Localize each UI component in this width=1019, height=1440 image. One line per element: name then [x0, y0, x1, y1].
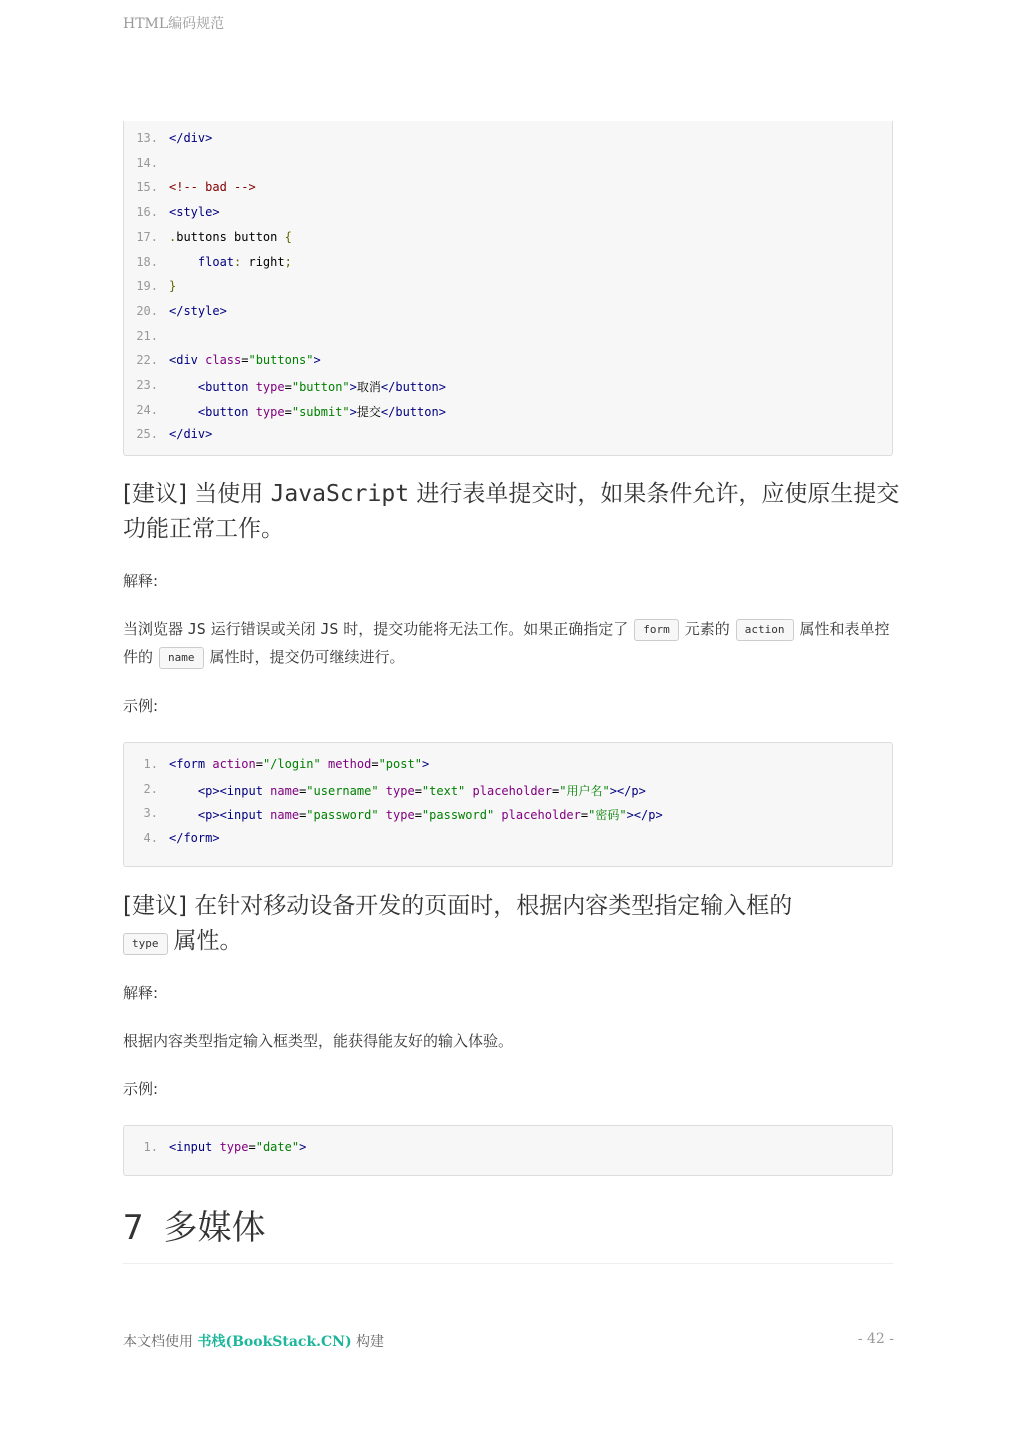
code-line: </div>: [169, 131, 213, 145]
code-line: <input type="date">: [169, 1140, 307, 1154]
code-line: <button type="submit">提交</button>: [197, 404, 446, 419]
code-line: <!-- bad -->: [169, 180, 256, 195]
section-heading-js-submit: [建议] 当使用 JavaScript 进行表单提交时，如果条件允许，应使原生提交功能正常工作。: [123, 481, 900, 542]
line-number: 13.: [136, 131, 158, 145]
line-number: 15.: [136, 180, 158, 195]
code-line: .buttons button {: [169, 229, 292, 244]
line-number: 24.: [136, 402, 158, 417]
code-line: </style>: [169, 303, 227, 318]
inline-code-action: action: [736, 619, 794, 641]
line-number: 25.: [136, 427, 158, 442]
line-number: 21.: [136, 328, 158, 343]
code-line: </form>: [169, 830, 220, 845]
brand-link[interactable]: 书栈(BookStack.CN): [197, 1334, 352, 1350]
line-number: 22.: [136, 353, 158, 368]
line-number: 14.: [136, 155, 158, 170]
line-number: 19.: [136, 279, 158, 294]
example-label: 示例:: [123, 697, 159, 715]
code-line: <p><input name="password" type="password" placeholder="密码"></p>: [197, 808, 663, 822]
explain-label: 解释:: [123, 984, 159, 1002]
chapter-number: 7: [123, 1208, 144, 1248]
code-block: [123, 121, 893, 456]
explain-label: 解释:: [123, 572, 159, 590]
code-line: </div>: [169, 427, 213, 442]
code-line: <p><input name="username" type="text" placeholder="用户名"></p>: [197, 783, 646, 798]
running-header: HTML编码规范: [123, 16, 225, 32]
line-number: 20.: [136, 303, 158, 318]
code-line: <form action="/login" method="post">: [169, 757, 430, 771]
line-number: 2.: [143, 781, 158, 796]
section-heading-input-type: [建议] 在针对移动设备开发的页面时，根据内容类型指定输入框的 type 属性。: [123, 893, 793, 954]
line-number: 18.: [136, 254, 158, 269]
code-block: [123, 742, 893, 867]
chapter-heading: [123, 1205, 893, 1264]
chapter-title: 多媒体: [163, 1208, 266, 1248]
inline-code-type: type: [123, 933, 168, 955]
line-number: 3.: [143, 806, 158, 820]
line-number: 23.: [136, 378, 158, 392]
example-label: 示例:: [123, 1080, 159, 1098]
code-line: <style>: [169, 205, 220, 220]
explain-text: 当浏览器 JS 运行错误或关闭 JS 时，提交功能将无法工作。如果正确指定了 form 元素的 action 属性和表单控件的 name 属性时，提交仍可继续进行。: [123, 615, 893, 671]
line-number: 1.: [143, 1140, 158, 1154]
line-number: 17.: [136, 229, 158, 244]
code-block: [123, 1125, 893, 1176]
inline-code-name: name: [159, 647, 204, 669]
footer-credit: 本文档使用 书栈(BookStack.CN) 构建: [123, 1334, 385, 1350]
page-number: - 42 -: [857, 1331, 894, 1347]
line-number: 16.: [136, 205, 158, 220]
code-line: <div class="buttons">: [169, 353, 321, 368]
line-number: 1.: [143, 757, 158, 771]
code-line: float: right;: [197, 254, 292, 269]
line-number: 4.: [143, 830, 158, 845]
code-line: <button type="button">取消</button>: [197, 380, 446, 394]
explain-text: 根据内容类型指定输入框类型，能获得能友好的输入体验。: [123, 1032, 514, 1050]
code-line: }: [169, 279, 177, 294]
inline-code-form: form: [634, 619, 679, 641]
